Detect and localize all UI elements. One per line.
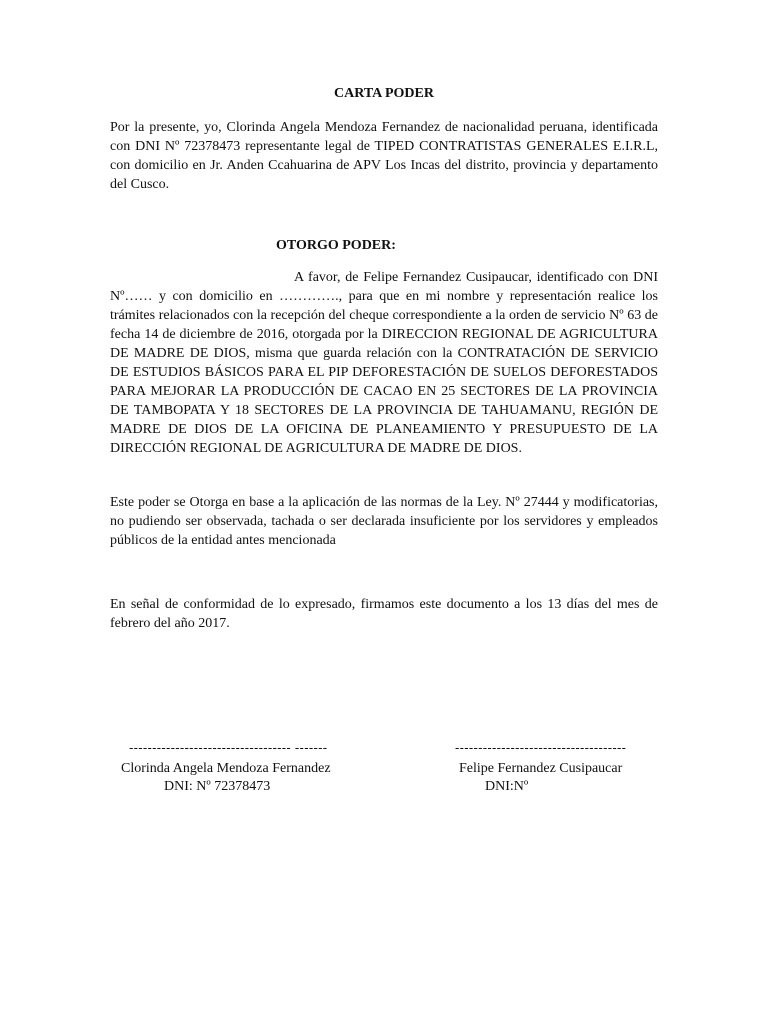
paragraph-conformity: En señal de conformidad de lo expresado, firmamos este documento a los 13 días del mes de febrero del año 2017. bbox=[110, 597, 658, 631]
signer-name-right: Felipe Fernandez Cusipaucar bbox=[459, 761, 623, 776]
signature-line-right: ------------------------------------- bbox=[455, 740, 627, 755]
section-subtitle: OTORGO PODER: bbox=[276, 238, 396, 253]
paragraph-grant: A favor, de Felipe Fernandez Cusipaucar, identificado con DNI Nº…… y con domicilio en …………., para que en mi nombre y representación realice los trámites relacionados con la recepción del cheque correspondiente a la orden de servicio Nº 63 de fecha 14 de diciembre de 2016, otorgada por la DIRECCION REGIONAL DE AGRICULTURA DE MADRE DE DIOS, misma que guarda relación con la CONTRATACIÓN DE SERVICIO DE ESTUDIOS BÁSICOS PARA EL PIP DEFORESTACIÓN DE SUELOS DEFORESTADOS PARA MEJORAR LA PRODUCCIÓN DE CACAO EN 25 SECTORES DE LA PROVINCIA DE TAMBOPATA Y 18 SECTORES DE LA PROVINCIA DE TAHUAMANU, REGIÓN DE MADRE DE DIOS DE LA OFICINA DE PLANEAMIENTO Y PRESUPUESTO DE LA DIRECCIÓN REGIONAL DE AGRICULTURA DE MADRE DE DIOS. bbox=[110, 270, 658, 456]
signer-name-left: Clorinda Angela Mendoza Fernandez bbox=[121, 761, 331, 776]
signer-dni-left: DNI: Nº 72378473 bbox=[164, 779, 271, 794]
paragraph-legal-basis: Este poder se Otorga en base a la aplicación de las normas de la Ley. Nº 27444 y modificatorias, no pudiendo ser observada, tachada o ser declarada insuficiente por los servidores y empleados públicos de la entidad antes mencionada bbox=[110, 495, 658, 548]
signature-line-left: ----------------------------------- ------- bbox=[129, 740, 328, 755]
document-title: CARTA PODER bbox=[334, 86, 434, 101]
paragraph-grantor: Por la presente, yo, Clorinda Angela Mendoza Fernandez de nacionalidad peruana, identificada con DNI Nº 72378473 representante legal de TIPED CONTRATISTAS GENERALES E.I.R.L, con domicilio en Jr. Anden Ccahuarina de APV Los Incas del distrito, provincia y departamento del Cusco. bbox=[110, 120, 658, 192]
signer-dni-right: DNI:Nº bbox=[485, 779, 529, 794]
